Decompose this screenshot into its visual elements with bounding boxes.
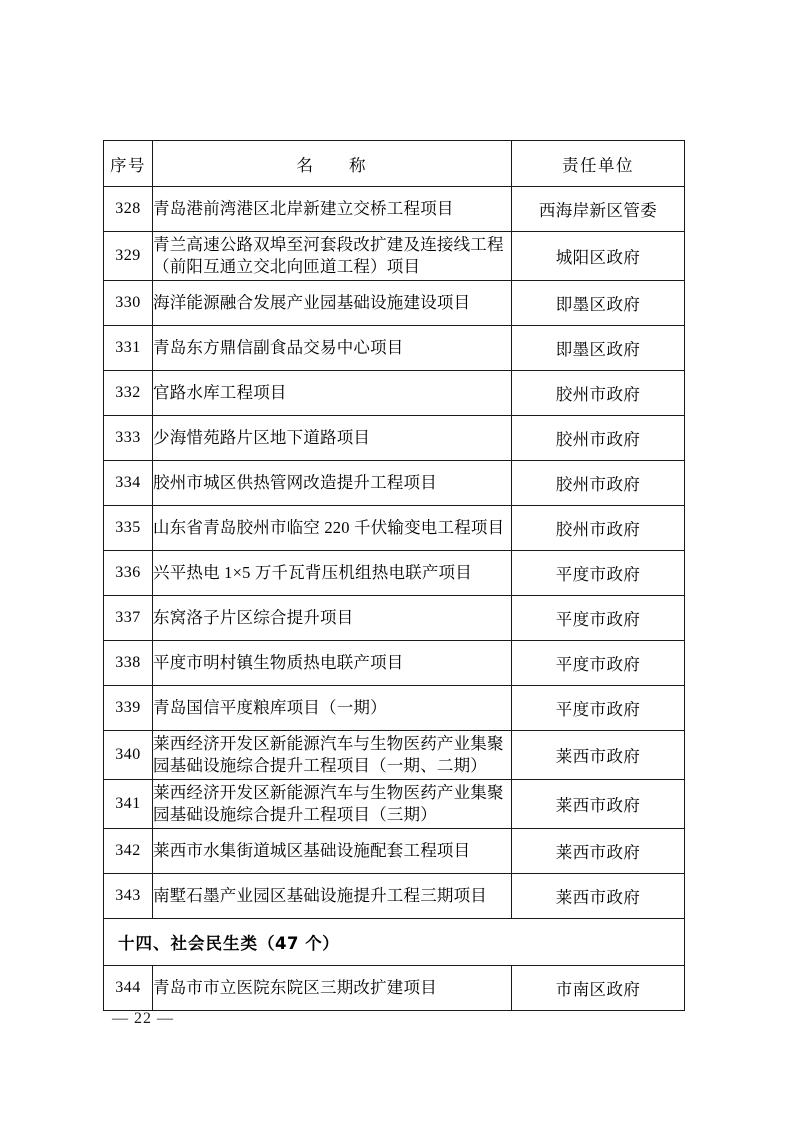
section-header-row [104,919,685,966]
column-header-name-first: 名 [296,155,315,175]
row-number: 336 [104,551,153,596]
table-row [104,551,685,596]
project-name-line: 海洋能源融合发展产业园基础设施建设项目 [153,293,471,312]
project-name-line: 南墅石墨产业园区基础设施提升工程三期项目 [153,886,487,905]
responsible-unit: 平度市政府 [512,686,685,731]
row-number: 340 [104,731,153,780]
project-name-line: 平度市明村镇生物质热电联产项目 [153,653,404,672]
responsible-unit: 平度市政府 [512,551,685,596]
project-name-line: 莱西市水集街道城区基础设施配套工程项目 [153,841,471,860]
row-number: 331 [104,326,153,371]
column-header-name [153,141,512,187]
section-header [104,919,685,966]
row-number: 338 [104,641,153,686]
responsible-unit: 胶州市政府 [512,461,685,506]
project-name [153,326,512,371]
project-name-line: 园基础设施综合提升工程项目（一期、二期） [153,756,487,775]
project-name [153,506,512,551]
section-title: 十四、社会民生类 [118,934,258,953]
project-name [153,596,512,641]
table-header [104,141,685,187]
row-number: 339 [104,686,153,731]
project-name-line: 山东省青岛胶州市临空 220 千伏输变电工程项目 [153,518,505,537]
row-number: 335 [104,506,153,551]
row-number: 330 [104,281,153,326]
project-name [153,232,512,281]
responsible-unit: 即墨区政府 [512,326,685,371]
project-name-line: 青岛东方鼎信副食品交易中心项目 [153,338,404,357]
responsible-unit: 西海岸新区管委 [512,187,685,232]
table-row [104,232,685,281]
row-number: 341 [104,780,153,829]
table-row [104,780,685,829]
project-name-line: 青兰高速公路双埠至河套段改扩建及连接线工程 [153,235,504,254]
responsible-unit: 平度市政府 [512,596,685,641]
column-header-name-second: 称 [349,155,368,175]
row-number: 329 [104,232,153,281]
table-row [104,829,685,874]
project-name [153,461,512,506]
row-number: 332 [104,371,153,416]
project-name [153,371,512,416]
responsible-unit: 即墨区政府 [512,281,685,326]
responsible-unit: 城阳区政府 [512,232,685,281]
table-row [104,874,685,919]
project-name-line: 青岛市市立医院东院区三期改扩建项目 [153,978,437,997]
table-row [104,686,685,731]
page-number-footer: — 22 — [112,1010,174,1027]
row-number: 343 [104,874,153,919]
project-name [153,551,512,596]
project-name [153,281,512,326]
project-name [153,874,512,919]
project-name-line: 青岛港前湾港区北岸新建立交桥工程项目 [153,199,454,218]
responsible-unit: 胶州市政府 [512,506,685,551]
project-name [153,780,512,829]
table-row [104,506,685,551]
table-row [104,596,685,641]
project-name-line: 莱西经济开发区新能源汽车与生物医药产业集聚 [153,734,504,753]
table-row [104,966,685,1011]
project-name-line: 东窝洛子片区综合提升项目 [153,608,354,627]
row-number: 344 [104,966,153,1011]
table-body [104,187,685,1011]
section-count: （47 个） [258,934,340,953]
row-number: 342 [104,829,153,874]
project-list-table [103,140,685,1011]
responsible-unit: 平度市政府 [512,641,685,686]
row-number: 333 [104,416,153,461]
responsible-unit: 胶州市政府 [512,371,685,416]
project-name [153,731,512,780]
project-name-line: 胶州市城区供热管网改造提升工程项目 [153,473,437,492]
project-name-line: 官路水库工程项目 [153,383,287,402]
project-name [153,966,512,1011]
project-name [153,686,512,731]
table-row [104,731,685,780]
project-name [153,187,512,232]
responsible-unit: 莱西市政府 [512,829,685,874]
table-row [104,326,685,371]
project-name [153,416,512,461]
row-number: 334 [104,461,153,506]
table-row [104,416,685,461]
row-number: 328 [104,187,153,232]
table-row [104,281,685,326]
project-name-line: 莱西经济开发区新能源汽车与生物医药产业集聚 [153,783,504,802]
project-name [153,641,512,686]
project-name-line: 园基础设施综合提升工程项目（三期） [153,805,437,824]
project-name-line: 少海惜苑路片区地下道路项目 [153,428,371,447]
responsible-unit: 莱西市政府 [512,874,685,919]
responsible-unit: 莱西市政府 [512,731,685,780]
project-name-line: 青岛国信平度粮库项目（一期） [153,698,387,717]
table-row [104,187,685,232]
responsible-unit: 胶州市政府 [512,416,685,461]
project-name [153,829,512,874]
table-row [104,641,685,686]
column-header-unit: 责任单位 [512,141,685,187]
responsible-unit: 市南区政府 [512,966,685,1011]
table-header-row [104,141,685,187]
table-row [104,371,685,416]
project-name-line: （前阳互通立交北向匝道工程）项目 [153,257,421,276]
project-name-line: 兴平热电 1×5 万千瓦背压机组热电联产项目 [153,563,472,582]
row-number: 337 [104,596,153,641]
table-row [104,461,685,506]
responsible-unit: 莱西市政府 [512,780,685,829]
column-header-number: 序号 [104,141,153,187]
